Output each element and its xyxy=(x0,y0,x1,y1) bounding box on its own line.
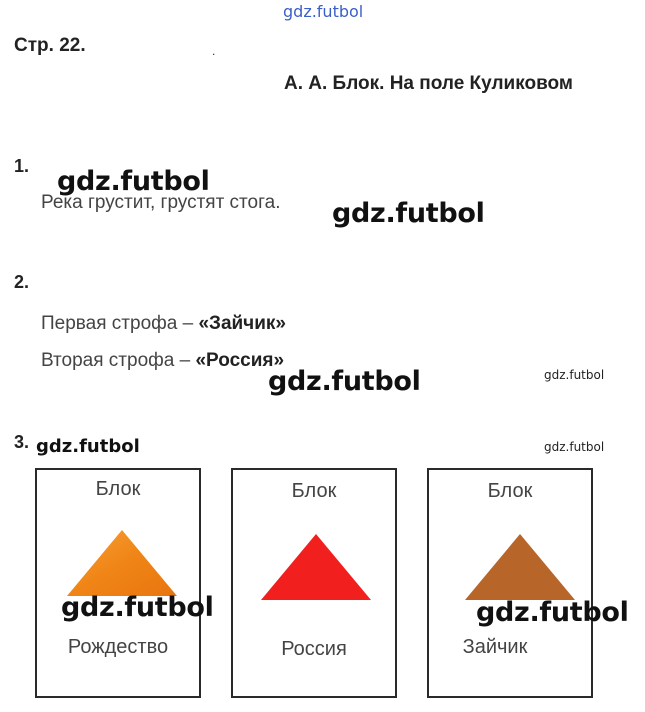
watermark-6: gdz.futbol xyxy=(544,440,605,454)
orange-triangle xyxy=(67,530,177,596)
brown-triangle xyxy=(465,534,575,600)
card-title: Россия xyxy=(281,638,347,660)
card-title: Зайчик xyxy=(462,636,528,658)
page-label: Стр. 22. xyxy=(14,35,86,56)
card-author: Блок xyxy=(487,480,533,502)
watermark-8: gdz.futbol xyxy=(476,597,629,628)
watermark-5: gdz.futbol xyxy=(36,436,140,457)
watermark-4: gdz.futbol xyxy=(544,368,605,382)
watermark-3: gdz.futbol xyxy=(268,366,421,397)
book-card-3 xyxy=(427,468,593,698)
book-card-1 xyxy=(35,468,201,698)
red-triangle-shape xyxy=(261,534,371,600)
task-2-line-2-answer: «Россия» xyxy=(195,350,285,371)
card-title: Рождество xyxy=(67,636,169,658)
red-triangle xyxy=(261,534,371,600)
watermark-top: gdz.futbol xyxy=(283,2,364,21)
task-2-line-1 xyxy=(41,313,286,335)
task-2-line-1-prefix: Первая строфа – xyxy=(41,313,199,334)
task-1-number: 1. xyxy=(14,156,30,176)
orange-triangle-shape xyxy=(67,530,177,596)
brown-triangle-shape xyxy=(465,534,575,600)
stray-dot: . xyxy=(212,44,216,58)
task-3-number: 3. xyxy=(14,432,30,452)
task-2-number: 2. xyxy=(14,272,30,292)
card-author: Блок xyxy=(95,478,141,500)
card-author: Блок xyxy=(291,480,337,502)
task-1-answer: Река грустит, грустят стога. xyxy=(41,192,281,213)
task-2-line-2 xyxy=(41,350,284,372)
watermark-1: gdz.futbol xyxy=(57,166,210,197)
task-2-line-2-prefix: Вторая строфа – xyxy=(41,350,196,371)
page-title: А. А. Блок. На поле Куликовом xyxy=(284,73,573,94)
task-2-line-1-answer: «Зайчик» xyxy=(198,313,286,334)
watermark-2: gdz.futbol xyxy=(332,198,485,229)
book-card-2 xyxy=(231,468,397,698)
watermark-7: gdz.futbol xyxy=(61,592,214,623)
